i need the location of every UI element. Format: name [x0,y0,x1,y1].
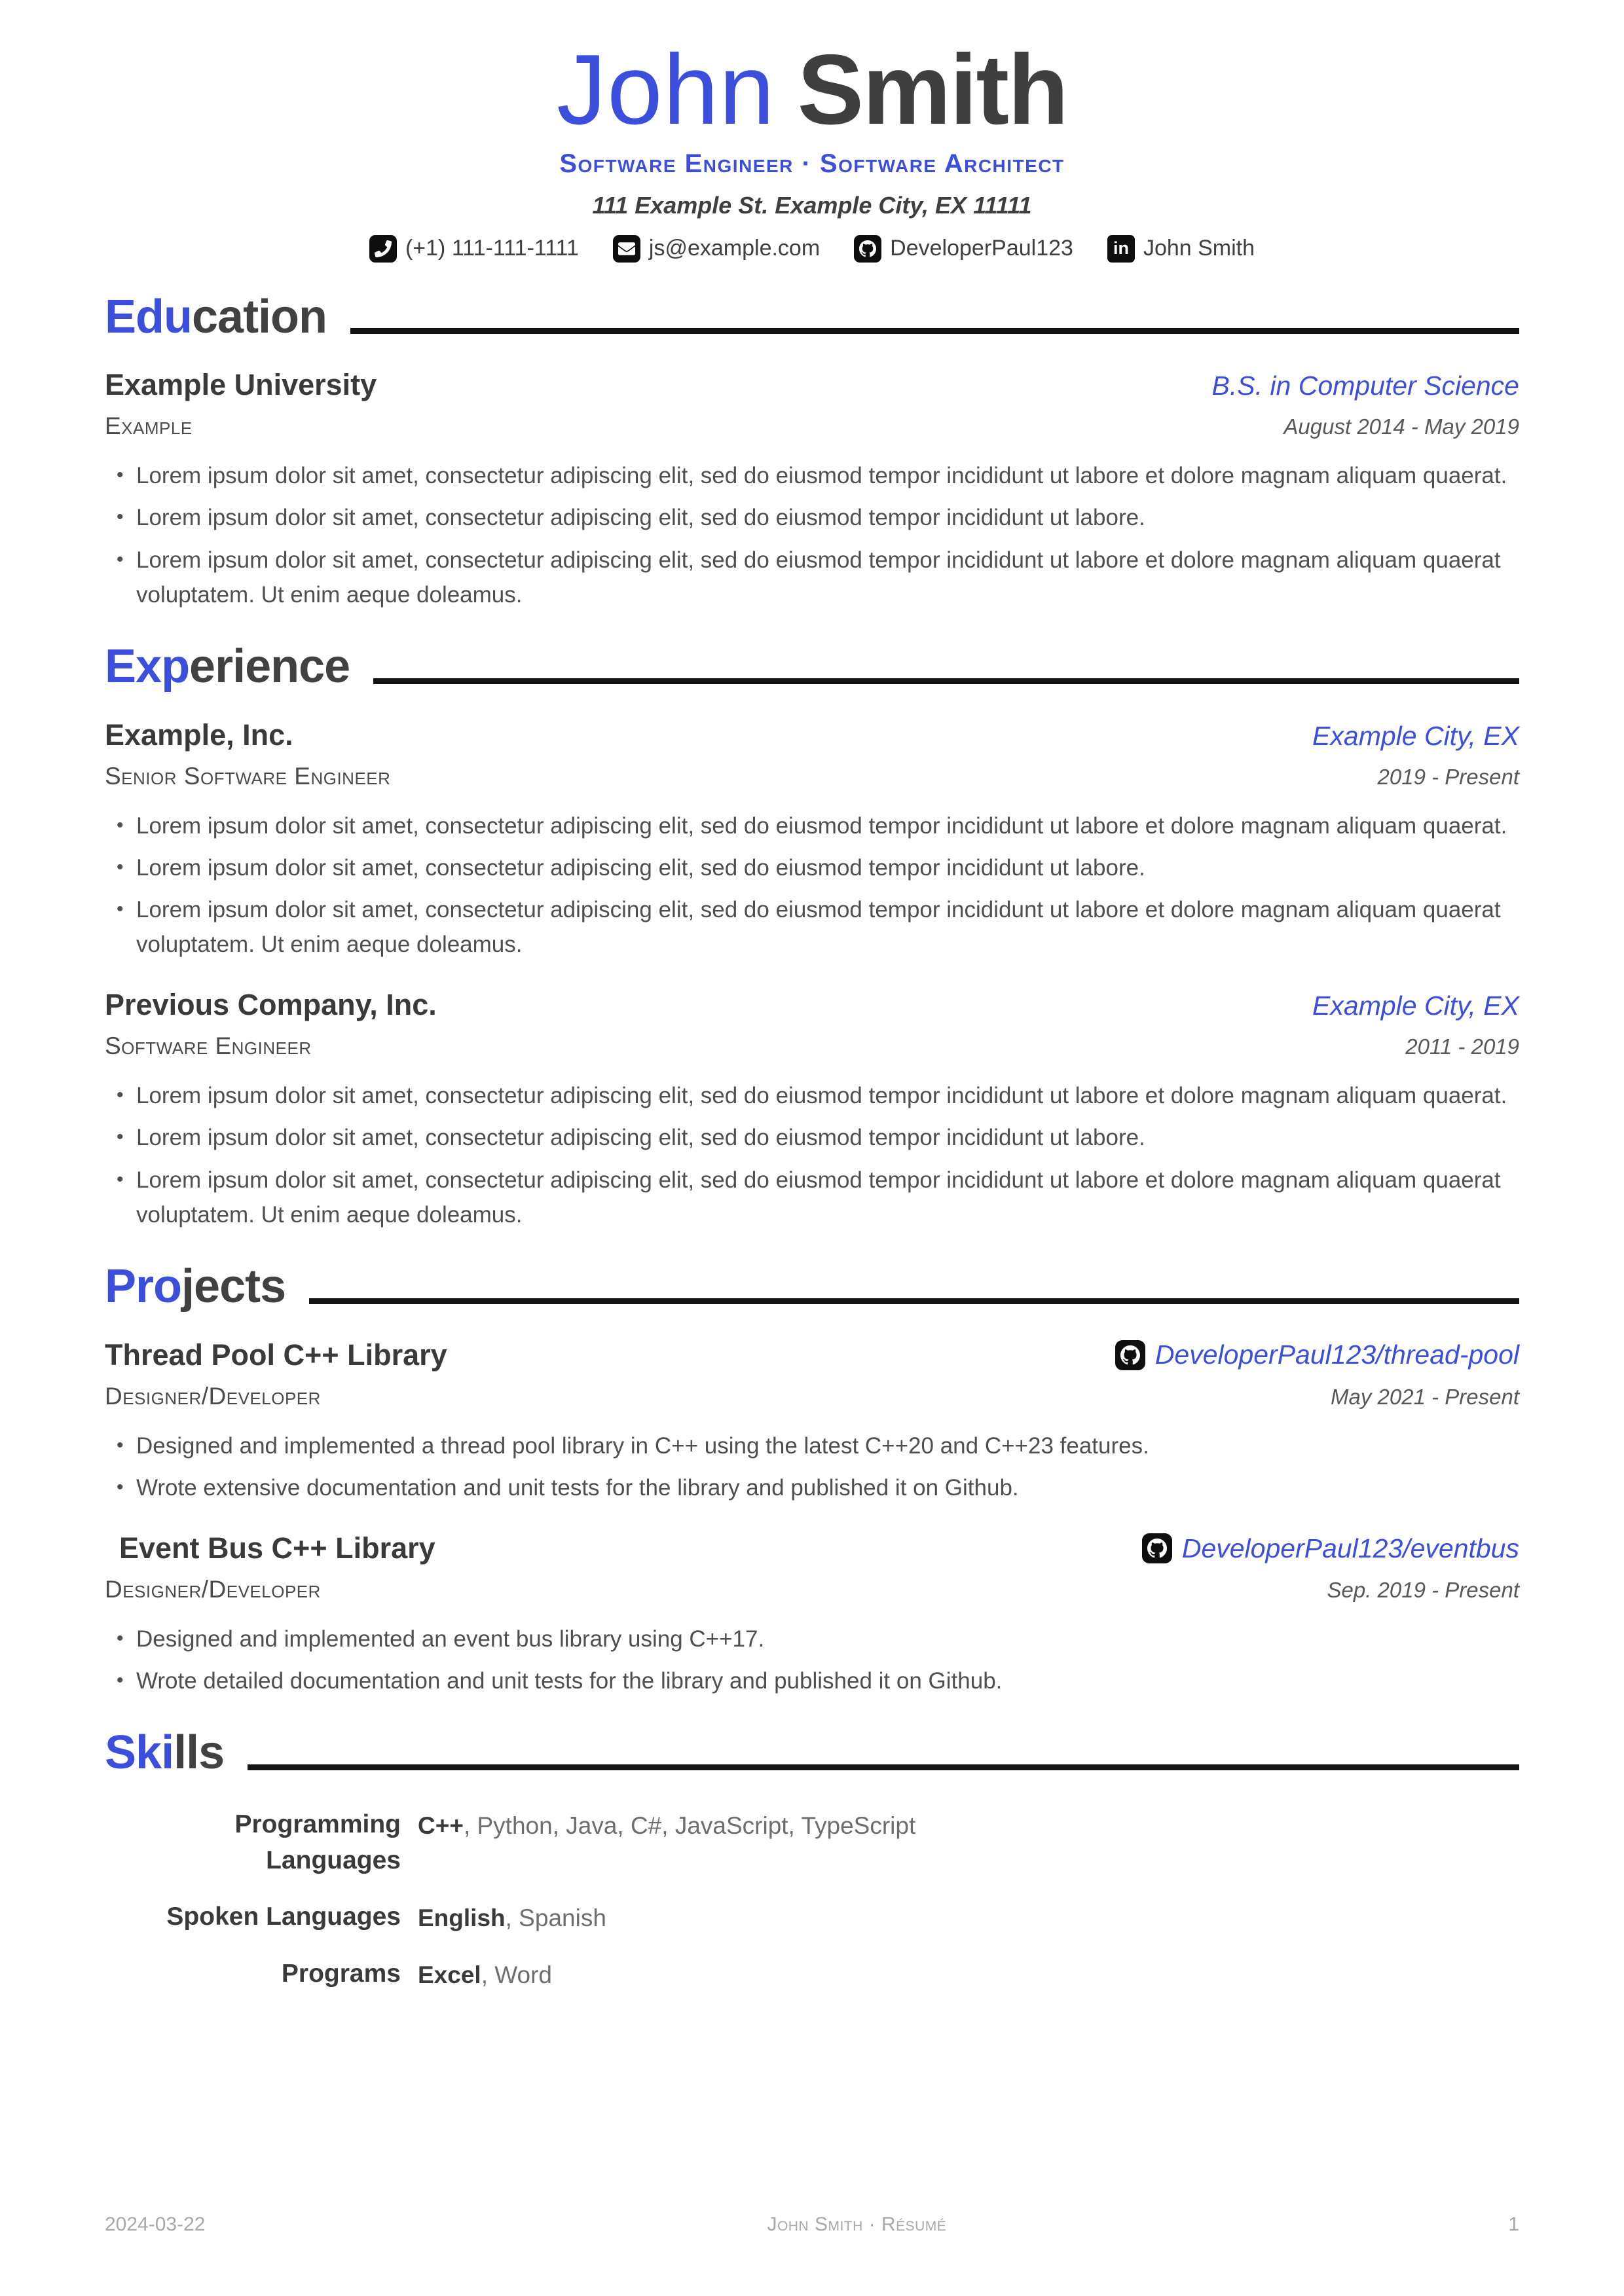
project-entry [105,1338,1519,1505]
entry-title: Example, Inc. [105,718,293,752]
education-entry [105,368,1519,612]
section-heading [105,1262,1519,1312]
section-rule [373,678,1519,684]
person-name [105,34,1519,145]
skills-table [105,1807,1519,1992]
entry-subtitle: Designer/Developer [105,1382,321,1410]
skill-label: Programming Languages [234,1810,401,1874]
entry-degree: B.S. in Computer Science [1211,371,1519,401]
bullet-item: • Lorem ipsum dolor sit amet, consectetur adipiscing elit, sed do eiusmod tempor incididunt ut labore. [136,850,1519,885]
bullet-item: • Lorem ipsum dolor sit amet, consectetur adipiscing elit, sed do eiusmod tempor incididunt ut labore et dolore magnam aliquam quaerat. [136,1078,1519,1113]
skill-rest: , Word [481,1961,552,1988]
skill-value [418,1956,552,1992]
project-entry [105,1531,1519,1698]
section-projects [105,1262,1519,1698]
section-title [105,290,327,343]
entry-subtitle: Senior Software Engineer [105,762,391,790]
bullet-list [105,1622,1519,1698]
header [105,34,1519,263]
section-education [105,290,1519,612]
entry-location: Example City, EX [1312,720,1519,751]
contact-phone-text: (+1) 111-111-1111 [405,236,579,261]
section-title-prefix: Edu [105,290,192,343]
repo-link-text: DeveloperPaul123/thread-pool [1154,1339,1519,1370]
repo-link[interactable] [1142,1533,1519,1564]
skill-primary: C++ [418,1812,464,1839]
skill-label: Programs [281,1959,401,1988]
entry-title: Event Bus C++ Library [119,1531,435,1565]
entry-subtitle: Designer/Developer [105,1576,321,1603]
bullet-list [105,458,1519,612]
contact-email-text: js@example.com [648,236,821,261]
section-title-rest: jects [181,1260,286,1313]
bullet-list [105,1429,1519,1505]
entry-dates: 2011 - 2019 [1405,1034,1519,1059]
bullet-item: • Lorem ipsum dolor sit amet, consectetur adipiscing elit, sed do eiusmod tempor incididunt ut labore et dolore magnam aliquam quaerat voluptatem. Ut enim aeque doleamus. [136,1163,1519,1232]
section-rule [248,1764,1519,1770]
bullet-item: • Lorem ipsum dolor sit amet, consectetur adipiscing elit, sed do eiusmod tempor incididunt ut labore. [136,1120,1519,1155]
section-rule [350,328,1519,334]
section-skills [105,1728,1519,1992]
contact-row [105,235,1519,263]
bullet-item: • Lorem ipsum dolor sit amet, consectetur adipiscing elit, sed do eiusmod tempor incididunt ut labore et dolore magnam aliquam quaerat. [136,458,1519,493]
section-title [105,1728,224,1778]
skill-primary: English [418,1904,506,1932]
section-title-prefix: Exp [105,640,190,693]
section-heading [105,290,1519,343]
contact-linkedin[interactable] [1107,235,1255,263]
phone-icon [369,235,397,263]
bullet-item: • Lorem ipsum dolor sit amet, consectetur adipiscing elit, sed do eiusmod tempor incididunt ut labore et dolore magnam aliquam quaerat. [136,809,1519,843]
section-rule [309,1298,1519,1304]
entry-dates: August 2014 - May 2019 [1283,414,1519,439]
linkedin-icon: in [1107,235,1135,263]
skill-rest: , Python, Java, C#, JavaScript, TypeScript [463,1812,916,1839]
skill-primary: Excel [418,1961,481,1988]
entry-dates: May 2021 - Present [1331,1384,1519,1409]
skill-value [418,1899,606,1935]
footer-page-number: 1 [1508,2214,1519,2235]
github-icon [1142,1533,1172,1563]
section-heading [105,1728,1519,1778]
tagline: Software Engineer · Software Architect [559,149,1065,178]
bullet-item: • Lorem ipsum dolor sit amet, consectetur adipiscing elit, sed do eiusmod tempor incididunt ut labore et dolore magnam aliquam quaerat voluptatem. Ut enim aeque doleamus. [136,892,1519,962]
bullet-item: • Wrote detailed documentation and unit tests for the library and published it on Github. [136,1664,1519,1698]
contact-email[interactable] [613,235,820,263]
entry-title: Thread Pool C++ Library [105,1338,447,1372]
entry-title: Example University [105,368,377,402]
entry-subtitle: Software Engineer [105,1032,312,1060]
skill-label: Spoken Languages [166,1903,401,1931]
bullet-item: • Designed and implemented an event bus library using C++17. [136,1622,1519,1656]
skill-row [105,1899,1519,1935]
github-icon [854,235,881,263]
bullet-list [105,1078,1519,1232]
section-title-prefix: Pro [105,1260,182,1313]
entry-title: Previous Company, Inc. [105,988,437,1022]
contact-linkedin-text: John Smith [1143,236,1255,261]
contact-github[interactable] [854,235,1073,263]
last-name: Smith [797,34,1067,145]
bullet-list [105,809,1519,962]
contact-github-text: DeveloperPaul123 [890,236,1073,261]
entry-dates: 2019 - Present [1377,764,1519,789]
section-experience [105,642,1519,1232]
section-title-rest: cation [191,290,327,343]
page-footer [105,2214,1519,2236]
section-title-prefix: Ski [105,1726,174,1779]
experience-entry [105,988,1519,1232]
skill-row [105,1956,1519,1992]
repo-link-text: DeveloperPaul123/eventbus [1181,1533,1519,1563]
contact-phone[interactable] [369,235,579,263]
footer-date: 2024-03-22 [105,2214,206,2235]
section-title [105,642,350,692]
section-title [105,1262,286,1312]
entry-subtitle: Example [105,412,193,440]
skill-rest: , Spanish [505,1904,606,1932]
bullet-item: • Lorem ipsum dolor sit amet, consectetur adipiscing elit, sed do eiusmod tempor incididunt ut labore. [136,500,1519,535]
skill-value [418,1807,915,1843]
email-icon [613,235,640,263]
section-title-rest: erience [189,640,350,693]
address-line: 111 Example St. Example City, EX 11111 [592,191,1032,219]
experience-entry [105,718,1519,962]
footer-title: John Smith · Résumé [767,2214,947,2235]
bullet-item: • Wrote extensive documentation and unit tests for the library and published it on Github. [136,1470,1519,1505]
repo-link[interactable] [1115,1339,1519,1370]
github-icon [1115,1340,1145,1370]
section-title-rest: lls [174,1726,225,1779]
bullet-item: • Designed and implemented a thread pool library in C++ using the latest C++20 and C++23 features. [136,1429,1519,1463]
bullet-item: • Lorem ipsum dolor sit amet, consectetur adipiscing elit, sed do eiusmod tempor incididunt ut labore et dolore magnam aliquam quaerat voluptatem. Ut enim aeque doleamus. [136,543,1519,612]
first-name: John [557,34,775,145]
entry-location: Example City, EX [1312,991,1519,1021]
skill-row [105,1807,1519,1878]
section-heading [105,642,1519,692]
entry-dates: Sep. 2019 - Present [1327,1578,1519,1602]
